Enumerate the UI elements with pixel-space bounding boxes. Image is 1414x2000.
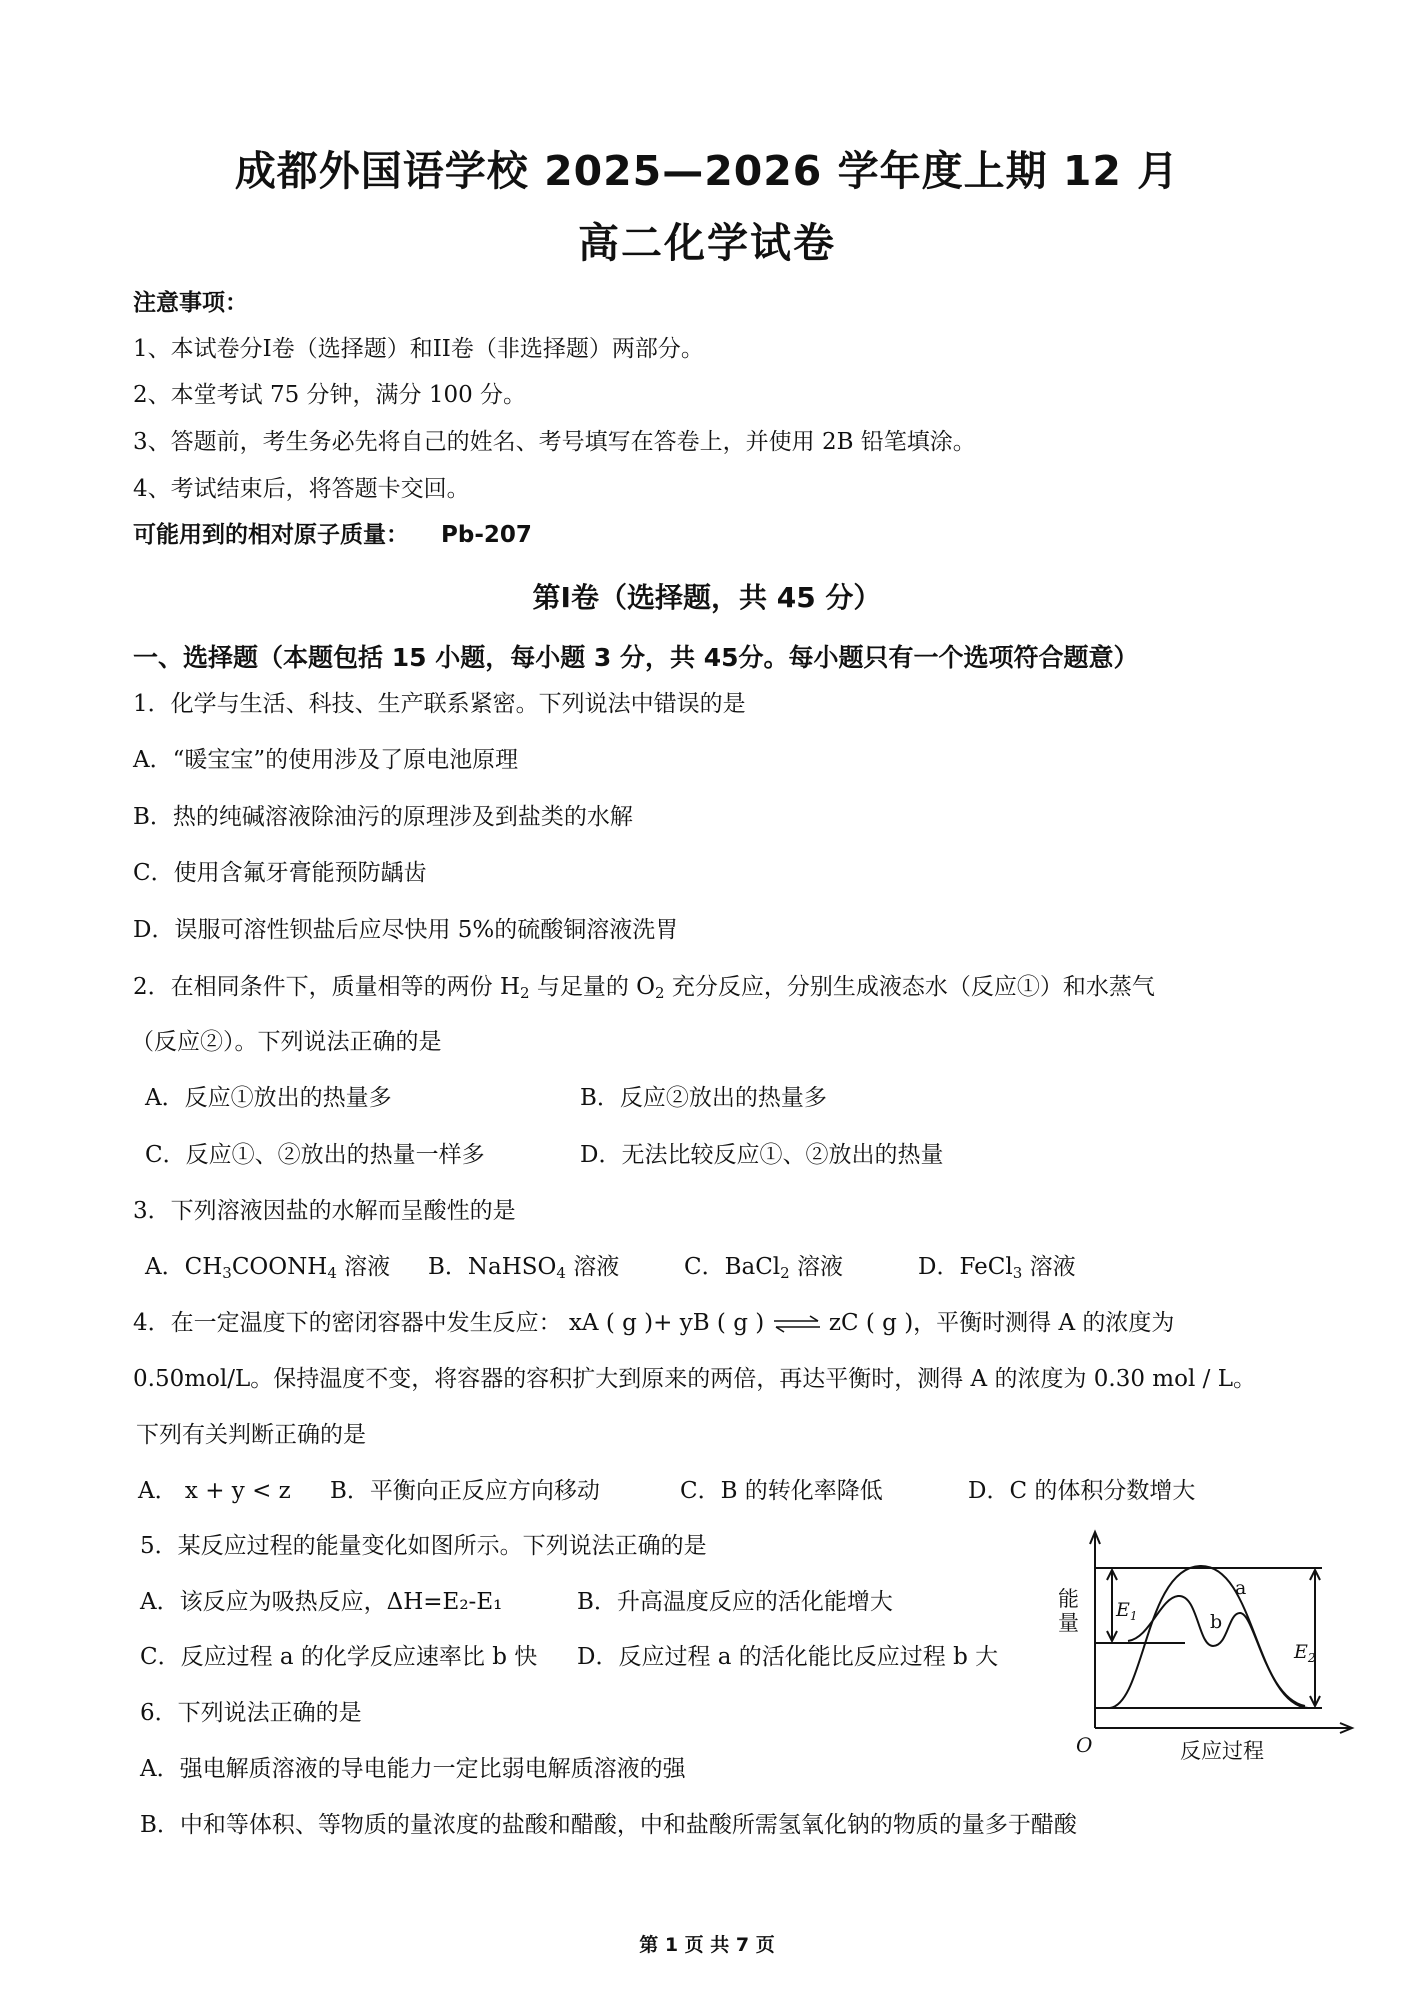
q3-b-part: 溶液 [565, 1254, 620, 1280]
q3-sub: 2 [780, 1264, 790, 1282]
q1-option-b: B．热的纯碱溶液除油污的原理涉及到盐类的水解 [133, 804, 633, 830]
q2-sub: 2 [655, 984, 665, 1002]
notice-item-4: 4、考试结束后，将答题卡交回。 [133, 476, 470, 502]
q3-b-part: B．NaHSO [428, 1254, 557, 1280]
energy-diagram [1050, 1528, 1360, 1768]
atomic-mass-value: Pb-207 [441, 522, 532, 548]
q3-sub: 3 [222, 1264, 232, 1282]
y-axis-label-char-1: 能 [1058, 1587, 1079, 1611]
q2-stem-line2: （反应②）。下列说法正确的是 [131, 1029, 442, 1055]
q4-option-b: B．平衡向正反应方向移动 [330, 1478, 600, 1504]
equilibrium-arrow-icon [772, 1315, 822, 1333]
part-title: 一、选择题（本题包括 15 小题，每小题 3 分，共 45分。每小题只有一个选项符合题意） [133, 643, 1139, 672]
q6-option-b: B．中和等体积、等物质的量浓度的盐酸和醋酸，中和盐酸所需氢氧化钠的物质的量多于醋酸 [140, 1812, 1077, 1838]
q4-stem [133, 1308, 1174, 1338]
section-title: 第I卷（选择题，共 45 分） [532, 581, 882, 614]
q4-stem-part: zC ( g )，平衡时测得 A 的浓度为 [828, 1310, 1175, 1336]
q4-stem-part: 4．在一定温度下的密闭容器中发生反应： xA ( g )+ yB ( g ) [133, 1310, 765, 1336]
q3-d-part: 溶液 [1022, 1254, 1076, 1280]
atomic-mass-label: 可能用到的相对原子质量： [133, 522, 409, 548]
q4-stem-line3: 下列有关判断正确的是 [136, 1422, 366, 1448]
q4-option-d: D．C 的体积分数增大 [968, 1478, 1196, 1504]
origin-label: O [1076, 1733, 1093, 1757]
q6-option-a: A．强电解质溶液的导电能力一定比弱电解质溶液的强 [140, 1756, 686, 1782]
page-footer: 第 1 页 共 7 页 [639, 1934, 775, 1956]
e1-label: $E_1$ [1116, 1599, 1138, 1623]
q1-option-d: D．误服可溶性钡盐后应尽快用 5%的硫酸铜溶液洗胃 [133, 917, 679, 943]
q3-a-part: COONH [231, 1254, 328, 1280]
q3-option-a [145, 1252, 390, 1282]
q5-option-d: D．反应过程 a 的活化能比反应过程 b 大 [577, 1644, 999, 1670]
q3-c-part: C．BaCl [684, 1254, 781, 1280]
q3-a-part: A．CH [145, 1254, 223, 1280]
q1-option-c: C．使用含氟牙膏能预防龋齿 [133, 860, 427, 886]
q3-sub: 4 [556, 1264, 566, 1282]
q2-option-b: B．反应②放出的热量多 [580, 1085, 827, 1111]
notice-item-1: 1、本试卷分I卷（选择题）和II卷（非选择题）两部分。 [133, 336, 704, 362]
q2-stem [133, 972, 1155, 1002]
q6-stem: 6．下列说法正确的是 [140, 1700, 362, 1726]
atomic-mass-line [133, 520, 532, 550]
q1-option-a: A．“暖宝宝”的使用涉及了原电池原理 [133, 747, 519, 773]
x-axis-label: 反应过程 [1180, 1739, 1264, 1763]
q3-option-d [918, 1252, 1076, 1282]
q2-option-c: C．反应①、②放出的热量一样多 [145, 1142, 485, 1168]
q2-option-d: D．无法比较反应①、②放出的热量 [580, 1142, 944, 1168]
q2-sub: 2 [520, 984, 530, 1002]
q5-option-a: A．该反应为吸热反应，ΔH=E₂-E₁ [140, 1589, 503, 1615]
q2-stem-part: 充分反应，分别生成液态水（反应①）和水蒸气 [664, 974, 1155, 1000]
q4-stem-line2: 0.50mol/L。保持温度不变，将容器的容积扩大到原来的两倍，再达平衡时，测得 A 的浓度为 0.30 mol / L。 [133, 1366, 1256, 1392]
q4-option-a: A． x + y < z [138, 1478, 291, 1504]
q3-sub: 3 [1012, 1264, 1023, 1282]
q2-option-a: A．反应①放出的热量多 [145, 1085, 392, 1111]
exam-title-line1: 成都外国语学校 2025—2026 学年度上期 12 月 [234, 147, 1180, 195]
q2-stem-part: 与足量的 O [529, 974, 656, 1000]
q3-c-part: 溶液 [789, 1254, 844, 1280]
curve-b-label: b [1210, 1611, 1223, 1633]
notice-heading: 注意事项： [133, 290, 248, 316]
q5-option-c: C．反应过程 a 的化学反应速率比 b 快 [140, 1644, 538, 1670]
y-axis-label-char-2: 量 [1058, 1611, 1079, 1635]
q3-stem: 3．下列溶液因盐的水解而呈酸性的是 [133, 1198, 516, 1224]
q2-stem-part: 2．在相同条件下，质量相等的两份 H [133, 974, 521, 1000]
exam-title-line2: 高二化学试卷 [578, 219, 836, 267]
curve-a-label: a [1235, 1577, 1247, 1599]
q3-sub: 4 [327, 1264, 337, 1282]
q1-stem: 1．化学与生活、科技、生产联系紧密。下列说法中错误的是 [133, 691, 746, 717]
q5-stem: 5．某反应过程的能量变化如图所示。下列说法正确的是 [140, 1533, 707, 1559]
q3-option-c [684, 1252, 843, 1282]
q3-a-part: 溶液 [336, 1254, 391, 1280]
q3-d-part: D．FeCl [918, 1254, 1013, 1280]
q3-option-b [428, 1252, 619, 1282]
notice-item-2: 2、本堂考试 75 分钟，满分 100 分。 [133, 382, 527, 408]
notice-item-3: 3、答题前，考生务必先将自己的姓名、考号填写在答卷上，并使用 2B 铅笔填涂。 [133, 429, 976, 455]
q5-option-b: B．升高温度反应的活化能增大 [577, 1589, 893, 1615]
q4-option-c: C．B 的转化率降低 [680, 1478, 883, 1504]
e2-label: $E_2$ [1294, 1641, 1316, 1665]
